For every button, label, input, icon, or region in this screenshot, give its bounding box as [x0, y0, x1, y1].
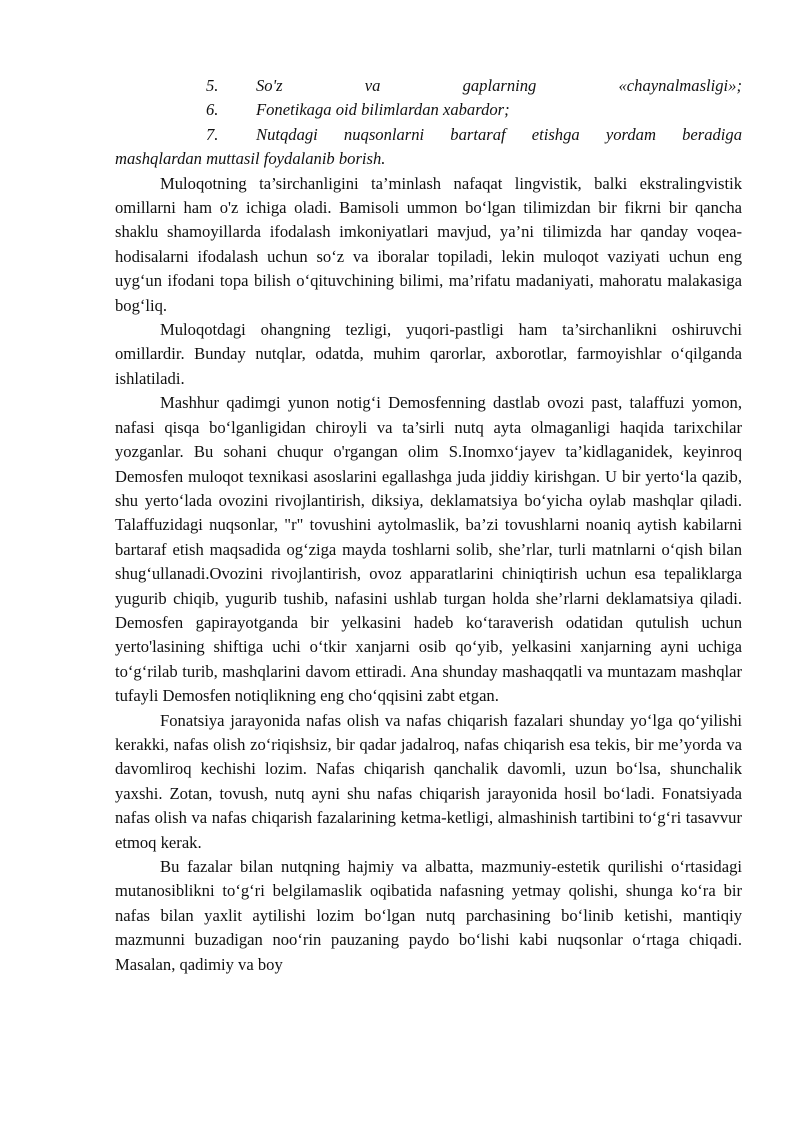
list-item [206, 123, 742, 147]
list-item [206, 98, 742, 122]
paragraph: Bu fazalar bilan nutqning hajmiy va albatta, mazmuniy-estetik qurilishi o‘rtasidagi mutanosiblikni to‘g‘ri belgilamaslik oqibatida nafasning yetmay qolishi, shunga ko‘ra bir nafas bilan yaxlit aytilishi lozim bo‘lgan nutq parchasining bo‘linib ketishi, mantiqiy mazmunni buzadigan noo‘rin pauzaning paydo bo‘lishi kabi nuqsonlar o‘rtaga chiqadi. Masalan, qadimiy va boy [115, 857, 742, 974]
list-item-number: 5. [206, 76, 219, 95]
paragraph: Muloqotdagi ohangning tezligi, yuqori-pastligi ham ta’sirchanlikni oshiruvchi omillardir. Bunday nutqlar, odatda, muhim qarorlar, axborotlar, farmoyishlar o‘qilganda ishlatiladi. [115, 320, 742, 388]
list-item-number: 7. [206, 124, 219, 144]
page-content [115, 74, 742, 977]
list-item-continuation: mashqlardan muttasil foydalanib borish. [115, 149, 386, 169]
list-item-number: 6. [206, 100, 219, 120]
paragraph: Muloqotning ta’sirchanligini ta’minlash nafaqat lingvistik, balki ekstralingvistik omillarni ham o'z ichiga oladi. Bamisoli ummon bo‘lgan tilimizdan bir fikrni bir qancha shaklu shamoyillarda ifodalash imkoniyatlari mavjud, ya’ni tilimizda har qanday voqea-hodisalarni ifodalash uchun so‘z va iboralar topiladi, lekin muloqot vaziyati uchun eng uyg‘un ifodani topa bilish o‘qituvchining bilimi, ma’rifatu madaniyati, mahoratu malakasiga bog‘liq. [115, 173, 742, 315]
paragraph: Mashhur qadimgi yunon notig‘i Demosfenning dastlab ovozi past, talaffuzi yomon, nafasi qisqa bo‘lganligidan chiroyli va ta’sirli nutq ayta olmaganligi haqida tarixchilar yozganlar. Bu sohani chuqur o'rgangan olim S.Inomxo‘jayev ta’kidlaganidek, keyinroq Demosfen muloqot texnikasi asoslarini egallashga juda jiddiy kirishgan. U bir yerto‘la qazib, shu yerto‘lada ovozini rivojlantirish, diksiya, deklamatsiya bo‘yicha oylab mashqlar qiladi. Talaffuzidagi nuqsonlar, "r" tovushini aytolmaslik, ba’zi tovushlarni noaniq aytish kabilarni bartaraf etish maqsadida og‘ziga mayda toshlarni solib, she’rlar, turli matnlarni o‘qish bilan shug‘ullanadi.Ovozini rivojlantirish, ovoz apparatlarini chiniqtirish uchun esa tepaliklarga yugurib chiqib, yugurib tushib, nafasini ushlab turgan holda she’rlarni deklamatsiya qiladi. Demosfen gapirayotganda bir yelkasini hadeb ko‘taraverish odatidan qutulish uchun yerto'lasining shiftiga uchi o‘tkir xanjarni osib qo‘yib, yelkasini xanjarning ayni uchiga to‘g‘rilab turib, mashqlarini davom ettiradi. Ana shunday mashaqqatli va muntazam mashqlar tufayli Demosfen notiqlikning eng cho‘qqisini zabt etgan. [115, 393, 742, 706]
list-item-text: So'z va gaplarning «chaynalmasligi»; [256, 76, 742, 95]
list-item [206, 74, 742, 98]
list-item-text: Nutqdagi nuqsonlarni bartaraf etishga yordam beradiga [256, 124, 742, 144]
list-item-text: Fonetikaga oid bilimlardan xabardor; [256, 100, 510, 120]
paragraph: Fonatsiya jarayonida nafas olish va nafas chiqarish fazalari shunday yo‘lga qo‘yilishi kerakki, nafas olish zo‘riqishsiz, bir qadar jadalroq, nafas chiqarish esa tekis, bir me’yorda va davomliroq kechishi lozim. Nafas chiqarish qanchalik davomli, uzun bo‘lsa, shunchalik yaxshi. Zotan, tovush, nutq ayni shu nafas chiqarish jarayonida hosil bo‘ladi. Fonatsiyada nafas olish va nafas chiqarish fazalarining ketma-ketligi, almashinish tartibini to‘g‘ri tasavvur etmoq kerak. [115, 710, 742, 852]
